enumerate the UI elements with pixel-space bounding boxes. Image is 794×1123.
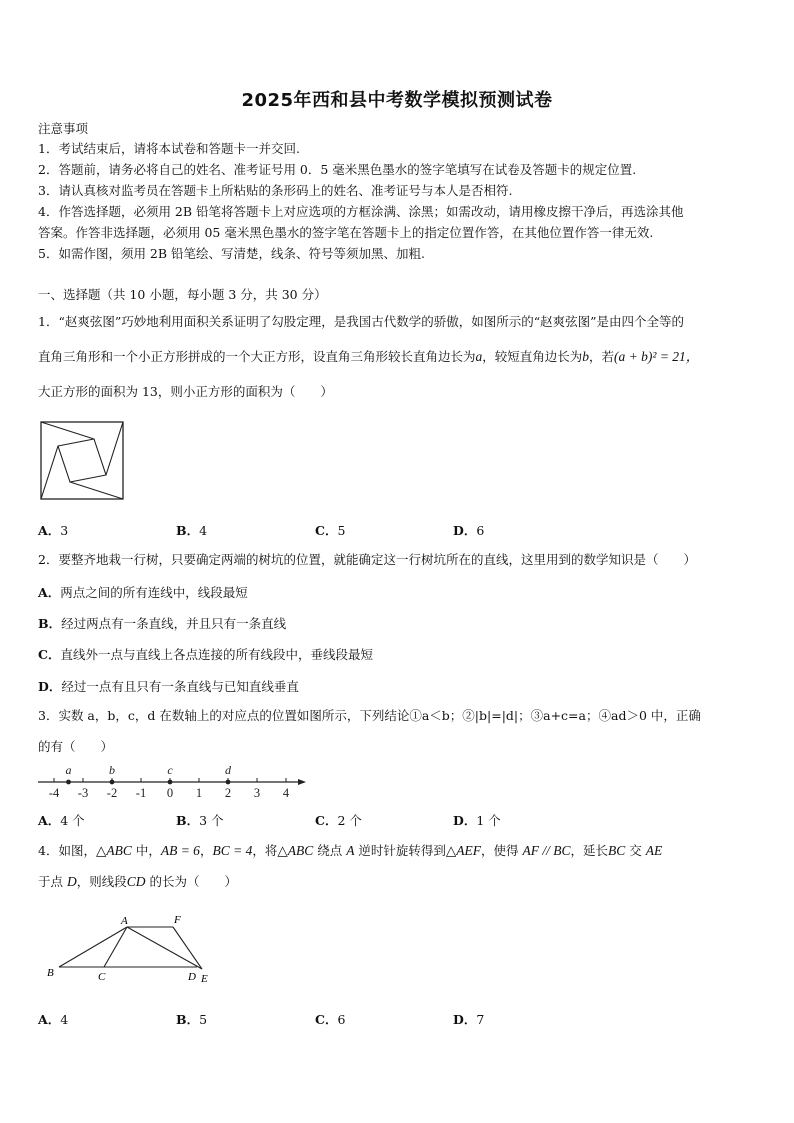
point-d: [226, 780, 231, 785]
tick-label: 4: [282, 786, 290, 800]
q1-line3: 大正方形的面积为 13，则小正方形的面积为（ ）: [38, 384, 333, 399]
q2-option-d[interactable]: D．经过一点有且只有一条直线与已知直线垂直: [38, 679, 299, 694]
q4-line2: 于点 D，则线段CD 的长为（ ）: [38, 874, 237, 889]
point-label-c: c: [167, 763, 173, 777]
label-F: F: [174, 914, 181, 926]
q4-option-d[interactable]: D．7: [453, 1012, 485, 1027]
notice-heading: 注意事项: [38, 121, 89, 136]
label-C: C: [98, 971, 106, 983]
q4-line1: 4．如图，△ABC 中，AB = 6，BC = 4，将△ABC 绕点 A 逆时针旋转得到△AEF，使得 AF // BC，延长BC 交 AE: [38, 843, 663, 858]
notice-item-4-cont: 答案。作答非选择题，必须用 05 毫米黑色墨水的签字笔在答题卡上的指定位置作答，在其他位置作答一律无效.: [38, 225, 654, 240]
label-E: E: [201, 973, 208, 985]
point-c: [168, 780, 173, 785]
tick-label: 1: [195, 786, 203, 800]
notice-item-5: 5．如需作图，须用 2B 铅笔绘、写清楚，线条、符号等须加黑、加粗.: [38, 246, 426, 261]
tick-label: -4: [48, 786, 60, 800]
q3-option-a[interactable]: A．4 个: [38, 813, 85, 828]
q2-option-c[interactable]: C．直线外一点与直线上各点连接的所有线段中，垂线段最短: [38, 647, 373, 662]
q3-option-b[interactable]: B．3 个: [176, 813, 224, 828]
q1-line2: 直角三角形和一个小正方形拼成的一个大正方形，设直角三角形较长直角边长为a，较短直角边长为b，若(a + b)² = 21，: [38, 349, 700, 364]
q2-option-a[interactable]: A．两点之间的所有连线中，线段最短: [38, 585, 248, 600]
point-label-d: d: [225, 763, 231, 777]
q1-line1: 1．“赵爽弦图”巧妙地利用面积关系证明了勾股定理，是我国古代数学的骄傲，如图所示的“赵爽弦图”是由四个全等的: [38, 314, 685, 329]
number-line-figure: [36, 758, 308, 804]
point-label-a: a: [65, 763, 72, 777]
tick-label: -3: [77, 786, 89, 800]
q1-option-a[interactable]: A．3: [38, 523, 69, 538]
page-title: 2025年西和县中考数学模拟预测试卷: [241, 90, 553, 111]
q2-stem: 2．要整齐地栽一行树，只要确定两端的树坑的位置，就能确定这一行树坑所在的直线，这里用到的数学知识是（ ）: [38, 552, 696, 567]
notice-item-2: 2．答题前，请务必将自己的姓名、准考证号用 0．5 毫米黑色墨水的签字笔填写在试卷及答题卡的规定位置.: [38, 162, 637, 177]
tick-label: -2: [106, 786, 118, 800]
q2-option-b[interactable]: B．经过两点有一条直线，并且只有一条直线: [38, 616, 287, 631]
notice-item-1: 1．考试结束后，请将本试卷和答题卡一并交回.: [38, 141, 300, 156]
var-b: b: [582, 349, 590, 364]
section-heading: 一、选择题（共 10 小题，每小题 3 分，共 30 分）: [38, 287, 327, 302]
label-D: D: [188, 971, 196, 983]
number-line-arrow-icon: [298, 779, 306, 785]
notice-item-4: 4．作答选择题，必须用 2B 铅笔将答题卡上对应选项的方框涂满、涂黑；如需改动，请用橡皮擦干净后，再选涂其他: [38, 204, 684, 219]
q1-option-d[interactable]: D．6: [453, 523, 485, 538]
label-B: B: [47, 967, 54, 979]
q3-line1: 3．实数 a，b，c，d 在数轴上的对应点的位置如图所示，下列结论①a＜b；②|b|=|d|；③a+c=a；④ad＞0 中，正确: [38, 708, 701, 723]
var-a: a: [475, 349, 483, 364]
label-A: A: [121, 915, 128, 927]
point-label-b: b: [109, 763, 115, 777]
tick-label: 2: [224, 786, 232, 800]
tick-label: 0: [166, 786, 174, 800]
q1-option-b[interactable]: B．4: [176, 523, 208, 538]
notice-item-3: 3．请认真核对监考员在答题卡上所粘贴的条形码上的姓名、准考证号与本人是否相符.: [38, 183, 513, 198]
q3-option-d[interactable]: D．1 个: [453, 813, 501, 828]
triangle-rotation-figure: [44, 910, 220, 986]
point-a: [66, 780, 71, 785]
q3-option-c[interactable]: C．2 个: [315, 813, 362, 828]
q4-option-b[interactable]: B．5: [176, 1012, 208, 1027]
zhao-shuang-figure: [40, 421, 124, 501]
tick-label: -1: [135, 786, 147, 800]
q3-line2: 的有（ ）: [38, 739, 114, 754]
q4-option-c[interactable]: C．6: [315, 1012, 346, 1027]
point-b: [110, 780, 115, 785]
q4-option-a[interactable]: A．4: [38, 1012, 69, 1027]
tick-label: 3: [253, 786, 261, 800]
q1-formula: (a + b)² = 21，: [614, 349, 700, 364]
q1-option-c[interactable]: C．5: [315, 523, 346, 538]
